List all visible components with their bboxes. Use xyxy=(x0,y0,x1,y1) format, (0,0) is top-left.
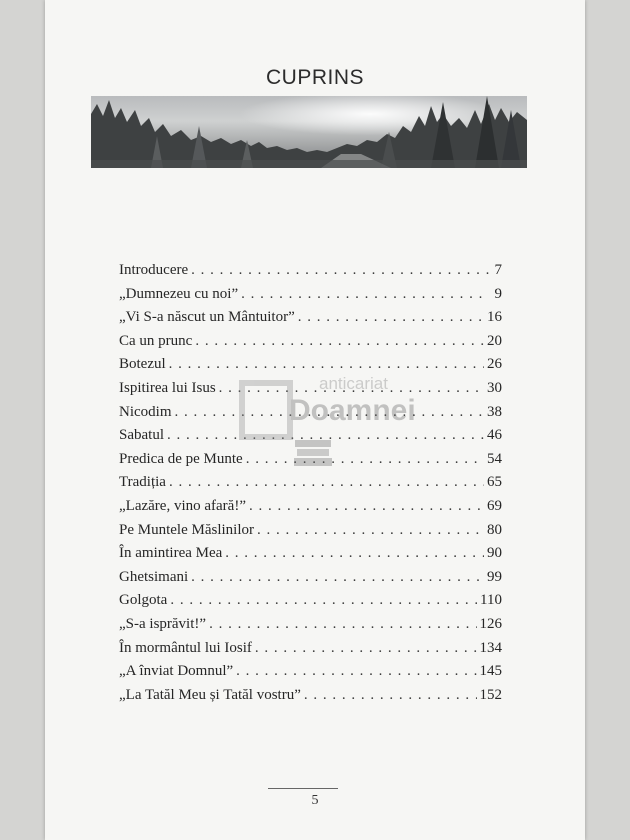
toc-entry-page: 54 xyxy=(487,450,502,467)
toc-entry-page: 145 xyxy=(479,663,502,680)
toc-entry-title: Pe Muntele Măslinilor xyxy=(119,521,254,538)
dot-leader xyxy=(191,259,489,283)
toc-entry-page: 20 xyxy=(487,332,502,349)
toc-entry[interactable] xyxy=(119,637,502,661)
toc-entry[interactable] xyxy=(119,566,502,590)
toc-entry[interactable] xyxy=(119,589,502,613)
toc-entry-page: 30 xyxy=(487,379,502,396)
dot-leader xyxy=(169,471,484,495)
book-page xyxy=(45,0,585,840)
dot-leader xyxy=(225,542,484,566)
toc-entry-title: „Lazăre, vino afară!” xyxy=(119,497,246,514)
dot-leader xyxy=(191,566,484,590)
toc-entry[interactable] xyxy=(119,519,502,543)
toc-entry-title: „Vi S-a născut un Mântuitor” xyxy=(119,309,295,326)
toc-entry[interactable] xyxy=(119,542,502,566)
toc-entry-title: Ca un prunc xyxy=(119,332,193,349)
toc-entry-page: 46 xyxy=(487,427,502,444)
toc-entry-page: 9 xyxy=(494,285,502,302)
toc-entry[interactable] xyxy=(119,353,502,377)
toc-entry-title: „La Tatăl Meu și Tatăl vostru” xyxy=(119,686,301,703)
dot-leader xyxy=(241,283,489,307)
dot-leader xyxy=(298,306,484,330)
toc-entry-page: 65 xyxy=(487,474,502,491)
toc-entry-page: 38 xyxy=(487,403,502,420)
toc-entry-title: Introducere xyxy=(119,262,189,278)
forest-banner-image xyxy=(91,96,527,168)
toc-entry-page: 134 xyxy=(479,639,502,656)
dot-leader xyxy=(255,637,477,661)
toc-entry-page: 90 xyxy=(487,545,502,562)
toc-entry-title: Nicodim xyxy=(119,403,172,420)
table-of-contents xyxy=(119,259,502,707)
dot-leader xyxy=(167,424,484,448)
toc-entry-title: „S-a isprăvit!” xyxy=(119,615,207,632)
toc-entry-page: 110 xyxy=(480,592,502,609)
dot-leader xyxy=(209,613,476,637)
toc-entry[interactable] xyxy=(119,306,502,330)
dot-leader xyxy=(236,660,476,684)
toc-entry-title: Sabatul xyxy=(119,427,164,444)
page-title: CUPRINS xyxy=(265,66,364,89)
toc-entry-page: 152 xyxy=(479,686,502,703)
toc-entry-page: 69 xyxy=(487,497,502,514)
footer-divider xyxy=(268,788,338,789)
dot-leader xyxy=(219,377,484,401)
toc-entry[interactable] xyxy=(119,377,502,401)
toc-entry-page: 99 xyxy=(487,568,502,585)
toc-entry[interactable] xyxy=(119,283,502,307)
watermark-big-text: Doamnei xyxy=(289,394,416,427)
toc-entry[interactable] xyxy=(119,660,502,684)
dot-leader xyxy=(175,401,485,425)
toc-entry-title: Ghetsimani xyxy=(119,568,189,585)
toc-entry-title: Tradiția xyxy=(119,474,166,491)
toc-entry-page: 80 xyxy=(487,521,502,538)
toc-entry-page: 7 xyxy=(494,262,502,278)
toc-entry[interactable] xyxy=(119,495,502,519)
toc-entry-title: Ispitirea lui Isus xyxy=(119,379,216,396)
toc-entry[interactable] xyxy=(119,259,502,283)
toc-entry-title: „A înviat Domnul” xyxy=(119,663,234,680)
toc-entry-page: 126 xyxy=(479,615,502,632)
toc-entry-title: „Dumnezeu cu noi” xyxy=(119,285,239,302)
toc-entry[interactable] xyxy=(119,613,502,637)
toc-entry[interactable] xyxy=(119,471,502,495)
toc-entry-page: 26 xyxy=(487,356,502,373)
toc-entry-title: Predica de pe Munte xyxy=(119,450,243,467)
toc-entry[interactable] xyxy=(119,424,502,448)
toc-entry[interactable] xyxy=(119,330,502,354)
dot-leader xyxy=(170,589,477,613)
page-number: 5 xyxy=(311,793,319,808)
toc-entry-title: Botezul xyxy=(119,356,166,373)
dot-leader xyxy=(169,353,484,377)
toc-entry-title: În amintirea Mea xyxy=(119,545,223,562)
dot-leader xyxy=(304,684,477,708)
dot-leader xyxy=(257,519,484,543)
toc-entry[interactable] xyxy=(119,401,502,425)
toc-entry-title: În mormântul lui Iosif xyxy=(119,639,252,656)
toc-entry-page: 16 xyxy=(487,309,502,326)
toc-entry[interactable] xyxy=(119,684,502,708)
watermark-small-text: anticariat xyxy=(319,374,388,393)
dot-leader xyxy=(249,495,484,519)
forest-illustration xyxy=(91,96,527,168)
dot-leader xyxy=(246,448,484,472)
toc-entry[interactable] xyxy=(119,448,502,472)
dot-leader xyxy=(195,330,484,354)
toc-entry-title: Golgota xyxy=(119,592,168,609)
